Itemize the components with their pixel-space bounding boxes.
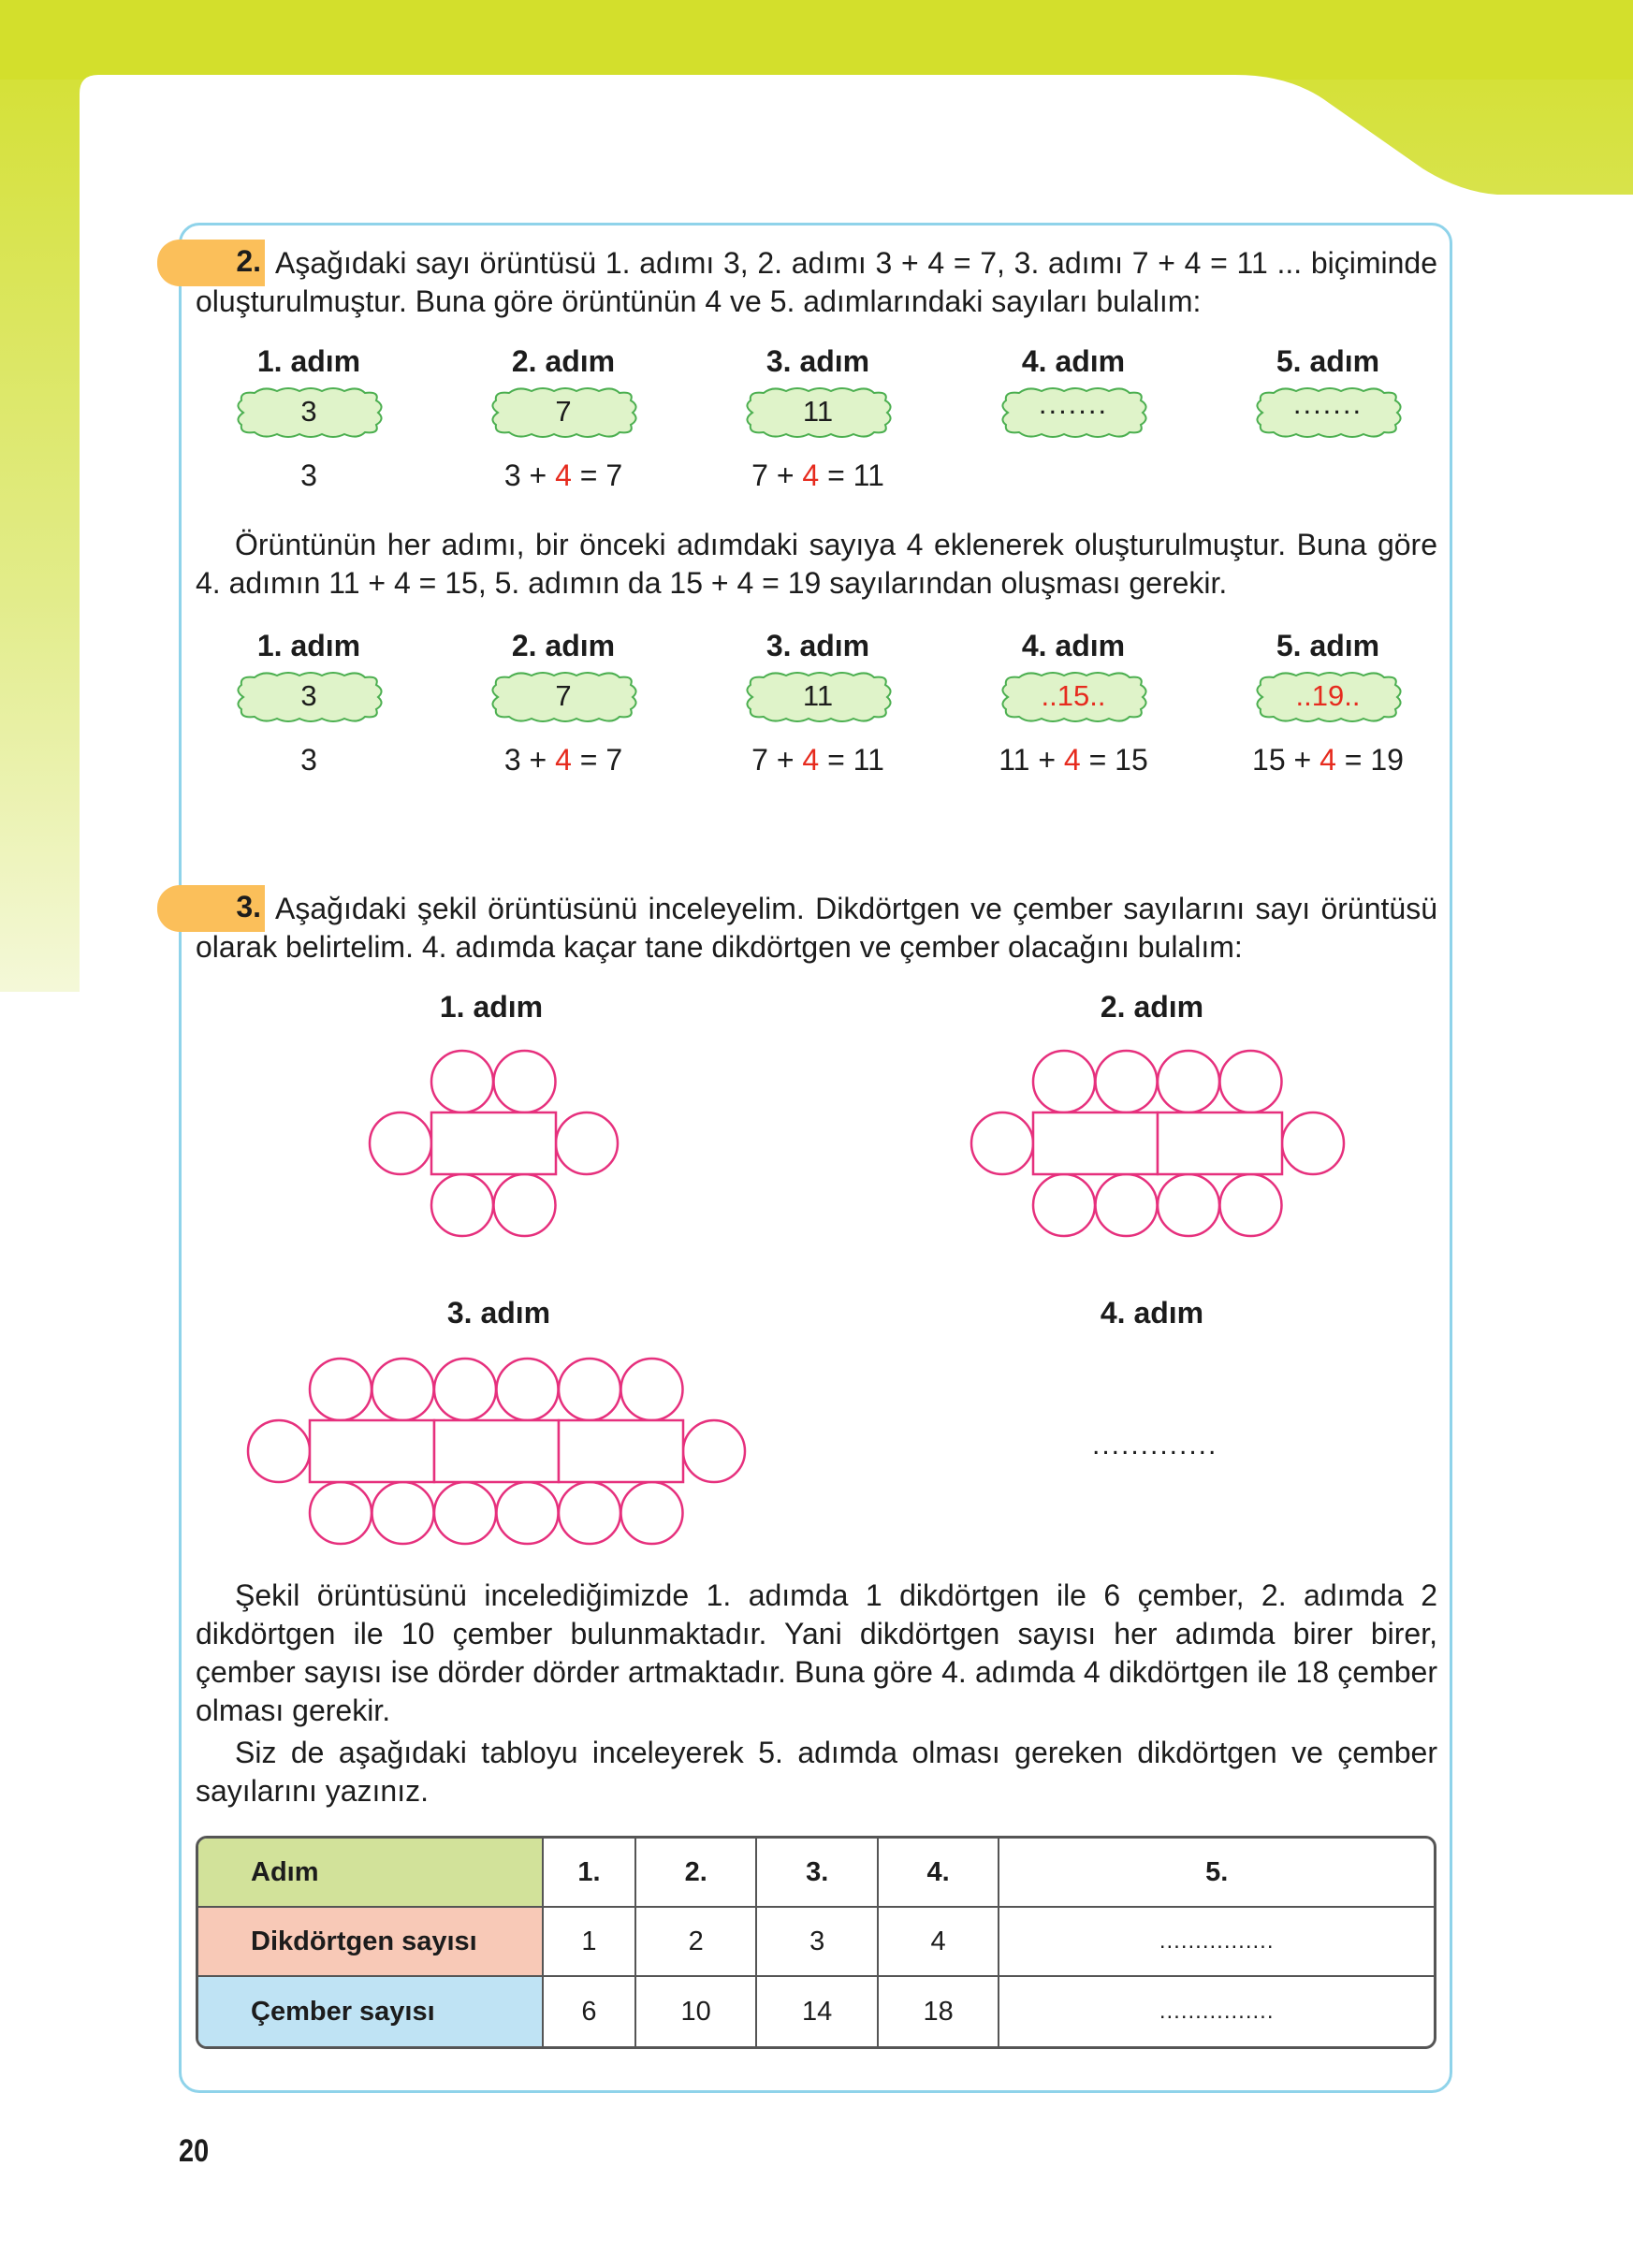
circle (494, 1051, 556, 1112)
step-expression: 11 + 4 = 15 (999, 743, 1148, 777)
step-expression: 7 + 4 = 11 (751, 458, 884, 492)
step-title: 5. adım (1276, 344, 1380, 378)
circle (310, 1359, 372, 1420)
figure-step-4-blank: ............. (1092, 1430, 1218, 1461)
circle (1220, 1174, 1282, 1236)
shape-figure-step-3 (248, 1359, 745, 1544)
circle (497, 1482, 559, 1544)
circle (559, 1482, 620, 1544)
circle (559, 1359, 620, 1420)
circle (434, 1482, 496, 1544)
question-3-explanation-text: Şekil örüntüsünü incelediğimizde 1. adımda 1 dikdörtgen ile 6 çember, 2. adımda 2 dikdörtgen ile 10 çember bulunmaktadır. Yani dikdörtgen sayısı her adımda birer birer, çember sayısı ise dörder dörder artmaktadır. Buna göre 4. adımda 4 dikdörtgen ile 18 çember olması gerekir. (196, 1578, 1437, 1727)
step-expression: 3 + 4 = 7 (503, 458, 623, 492)
table-header-cell: Adım (198, 1839, 544, 1908)
circle (1158, 1174, 1219, 1236)
question-3-task (196, 1734, 1437, 1810)
figure-step-4-title: 4. adım (1100, 1296, 1204, 1330)
table-cell: 6 (544, 1977, 636, 2046)
figure-step-1-title: 1. adım (439, 990, 544, 1024)
circle (310, 1482, 372, 1544)
page-number: 20 (179, 2133, 210, 2169)
step-title: 2. adım (511, 629, 616, 662)
rectangle (431, 1112, 556, 1174)
step-title: 1. adım (256, 344, 361, 378)
table-cell: 14 (757, 1977, 878, 2046)
step-value: 3 (300, 679, 317, 712)
circle (683, 1420, 745, 1482)
table-cell: 1 (544, 1908, 636, 1977)
circle (1096, 1051, 1158, 1112)
table-header-cell: 1. (544, 1839, 636, 1908)
circle (1096, 1174, 1158, 1236)
rectangle (1033, 1112, 1158, 1174)
circle (372, 1482, 434, 1544)
circle (621, 1359, 683, 1420)
circle (497, 1359, 559, 1420)
step-answer: ..19.. (1295, 679, 1361, 712)
step-answer: ..15.. (1041, 679, 1106, 712)
table-header-cell: 5. (999, 1839, 1434, 1908)
table-header-cell: 2. (636, 1839, 757, 1908)
circle (434, 1359, 496, 1420)
question-2-explanation-text: Örüntünün her adımı, bir önceki adımdaki sayıya 4 eklenerek oluşturulmuştur. Buna göre 4. adımın 11 + 4 = 15, 5. adımın da 15 + 4 = 19 sayılarından oluşması gerekir. (196, 528, 1437, 600)
table-row-label: Çember sayısı (198, 1977, 544, 2046)
pattern-table (196, 1836, 1436, 2049)
question-3-task-text: Siz de aşağıdaki tabloyu inceleyerek 5. adımda olması gereken dikdörtgen ve çember sayılarını yazınız. (196, 1736, 1437, 1808)
figure-step-2-title: 2. adım (1100, 990, 1204, 1024)
step-value: 7 (555, 679, 572, 712)
table-row (198, 1908, 1434, 1977)
table-row (198, 1839, 1434, 1908)
rectangle (1158, 1112, 1282, 1174)
table-row (198, 1977, 1434, 2046)
rectangle (434, 1420, 559, 1482)
step-value-blank: ....... (1292, 387, 1363, 420)
step-value: 3 (300, 395, 317, 428)
circle (556, 1112, 618, 1174)
rectangle (310, 1420, 434, 1482)
shape-figure-step-1 (370, 1051, 618, 1236)
step-value: 11 (802, 679, 834, 712)
circle (431, 1051, 493, 1112)
circle (370, 1112, 431, 1174)
circle (248, 1420, 310, 1482)
question-2-number: 2. (236, 244, 261, 278)
step-title: 3. adım (765, 344, 870, 378)
step-value: 11 (802, 395, 834, 428)
circle (1158, 1051, 1219, 1112)
question-3-explanation (196, 1577, 1437, 1730)
circle (621, 1482, 683, 1544)
table-cell: 3 (757, 1908, 878, 1977)
table-cell: 4 (879, 1908, 999, 1977)
step-title: 5. adım (1276, 629, 1380, 662)
step-expression: 3 (300, 458, 317, 492)
question-2-intro-text: Aşağıdaki sayı örüntüsü 1. adımı 3, 2. adımı 3 + 4 = 7, 3. adımı 7 + 4 = 11 ... biçiminde oluşturulmuştur. Buna göre örüntünün 4 ve 5. adımlarındaki sayıları bulalım: (196, 246, 1437, 318)
circle (431, 1174, 493, 1236)
step-value: 7 (555, 395, 572, 428)
step-expression: 3 (300, 743, 317, 777)
table-cell: 18 (879, 1977, 999, 2046)
table-blank-cell[interactable]: ................ (1159, 1999, 1275, 2024)
circle (1033, 1174, 1095, 1236)
circle (494, 1174, 556, 1236)
circle (1033, 1051, 1095, 1112)
step-title: 4. adım (1021, 344, 1126, 378)
step-title: 2. adım (511, 344, 616, 378)
circle (1282, 1112, 1344, 1174)
table-header-cell: 4. (879, 1839, 999, 1908)
step-title: 3. adım (765, 629, 870, 662)
circle (372, 1359, 434, 1420)
step-expression: 3 + 4 = 7 (503, 743, 623, 777)
step-title: 1. adım (256, 629, 361, 662)
rectangle (559, 1420, 683, 1482)
table-header-cell: 3. (757, 1839, 878, 1908)
step-title: 4. adım (1021, 629, 1126, 662)
table-cell: 2 (636, 1908, 757, 1977)
step-expression: 15 + 4 = 19 (1252, 743, 1404, 777)
table-blank-cell[interactable]: ................ (999, 1908, 1434, 1977)
table-row-label: Dikdörtgen sayısı (198, 1908, 544, 1977)
circle (971, 1112, 1033, 1174)
figure-step-3-title: 3. adım (446, 1296, 551, 1330)
shape-figure-step-2 (971, 1051, 1344, 1236)
step-value-blank: ....... (1038, 387, 1109, 420)
question-3-number: 3. (236, 890, 261, 923)
step-expression: 7 + 4 = 11 (751, 743, 884, 777)
circle (1220, 1051, 1282, 1112)
question-3-intro-text: Aşağıdaki şekil örüntüsünü inceleyelim. Dikdörtgen ve çember sayılarını sayı örüntüsü olarak belirtelim. 4. adımda kaçar tane dikdörtgen ve çember olacağını bulalım: (196, 892, 1437, 964)
table-cell: 10 (636, 1977, 757, 2046)
